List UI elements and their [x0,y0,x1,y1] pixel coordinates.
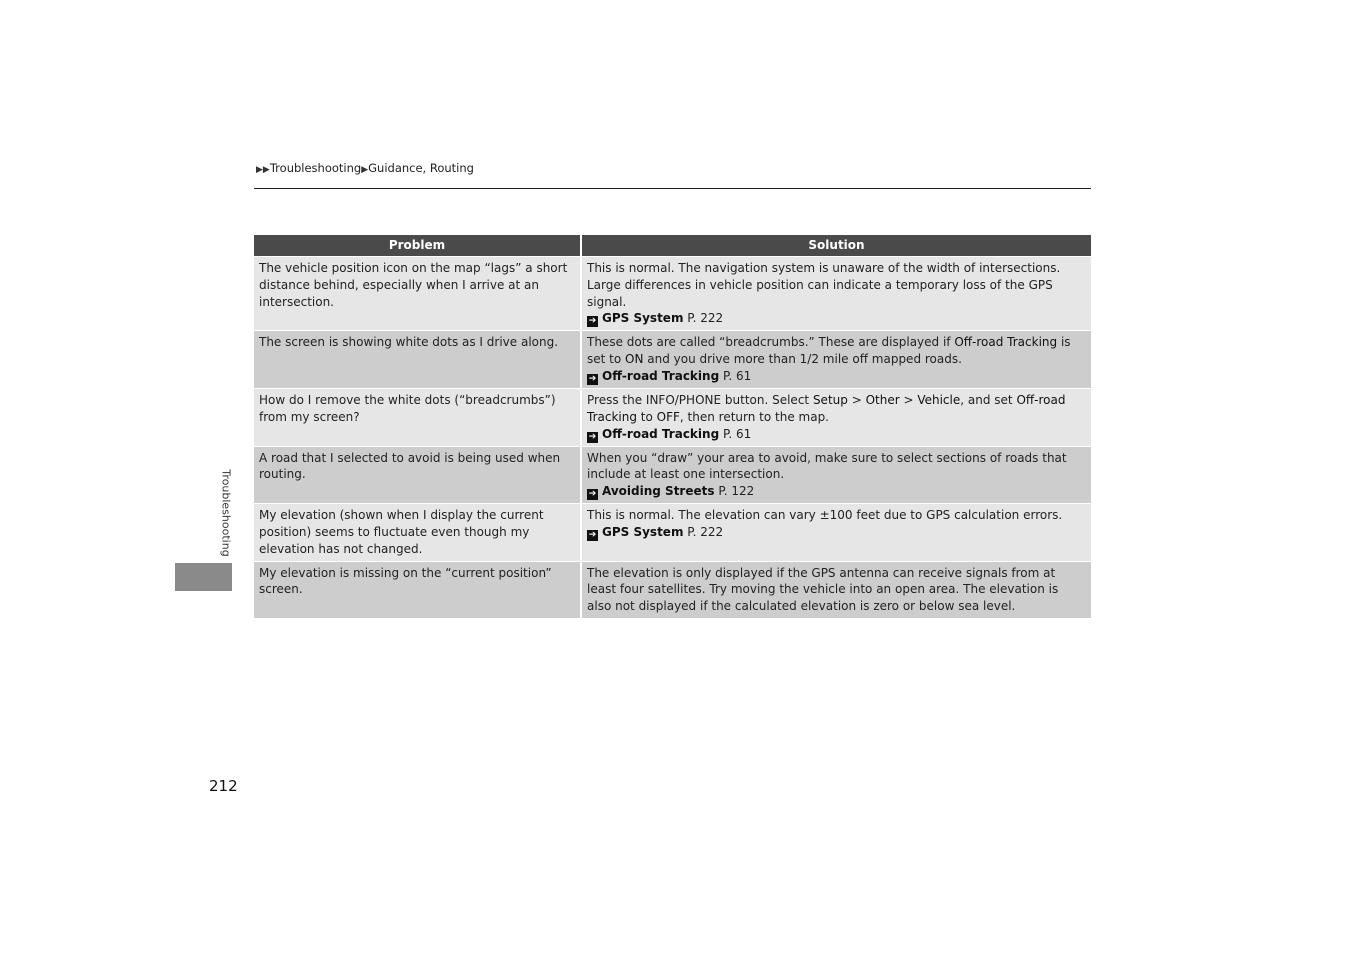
cross-reference[interactable] [587,368,1086,385]
ui-term: Setup [812,392,848,407]
solution-text: Press the INFO/PHONE button. Select [587,392,813,407]
column-header-solution: Solution [581,235,1091,257]
reference-arrow-icon: ➔ [588,489,597,500]
table-header-row [254,235,1091,257]
ui-term: Off-road Tracking [954,335,1058,350]
side-tab-marker [175,563,232,591]
ui-term: OFF [656,409,680,424]
solution-text: and you drive more than 1/2 mile off mapped roads. [643,352,962,367]
troubleshooting-table [254,235,1091,618]
solution-text: , then return to the map. [679,409,829,424]
side-tab-label: Troubleshooting [219,469,233,557]
solution-text: This is normal. The elevation can vary ±100 feet due to GPS calculation errors. [587,508,1063,523]
table-row [254,331,1091,389]
solution-text: The elevation is only displayed if the GPS antenna can receive signals from at least four satellites. Try moving the vehicle into an open area. The elevation is also not displayed if the calculated elevation is zero or below sea level. [587,565,1059,614]
header-rule [254,188,1091,189]
breadcrumb [256,161,474,175]
cross-reference[interactable] [587,310,1086,327]
table-row [254,388,1091,446]
cross-reference[interactable] [587,426,1086,443]
reference-arrow-icon: ➔ [588,431,597,442]
breadcrumb-section: Troubleshooting [269,161,362,175]
cross-reference[interactable] [587,483,1086,500]
ui-term: Other [865,392,900,407]
solution-cell [581,388,1091,446]
solution-text: When you “draw” your area to avoid, make sure to select sections of roads that include at least one intersection. [587,450,1067,482]
problem-cell: The screen is showing white dots as I drive along. [254,331,581,389]
breadcrumb-subsection: Guidance, Routing [368,161,474,175]
reference-title: Avoiding Streets [602,484,715,499]
reference-title: Off-road Tracking [602,426,720,441]
problem-cell: The vehicle position icon on the map “lags” a short distance behind, especially when I arrive at an intersection. [254,257,581,331]
solution-text: , and set [960,392,1017,407]
table-row [254,446,1091,504]
problem-cell: My elevation (shown when I display the current position) seems to fluctuate even though my elevation has not changed. [254,504,581,561]
ui-term: Vehicle [917,392,961,407]
solution-cell [581,257,1091,331]
solution-cell [581,561,1091,618]
reference-page: P. 222 [683,311,724,326]
reference-title: GPS System [602,311,684,326]
reference-page: P. 61 [719,426,752,441]
reference-arrow-icon: ➔ [588,373,597,384]
reference-page: P. 222 [683,524,724,539]
reference-page: P. 61 [719,368,752,383]
solution-text: These dots are called “breadcrumbs.” These are displayed if [587,335,955,350]
solution-text: > [847,392,866,407]
problem-cell: My elevation is missing on the “current position” screen. [254,561,581,618]
breadcrumb-arrows-icon: ▶▶ [256,165,270,175]
solution-text: to [636,409,657,424]
table-row [254,257,1091,331]
solution-cell [581,504,1091,561]
solution-text: > [899,392,918,407]
reference-arrow-icon: ➔ [588,529,597,540]
problem-cell: A road that I selected to avoid is being used when routing. [254,446,581,504]
ui-term: Off-road Tracking [587,392,1066,424]
breadcrumb-separator-icon: ▶ [361,165,369,175]
reference-page: P. 122 [714,484,755,499]
page-number: 212 [209,777,238,795]
table-row [254,561,1091,618]
solution-text: is set to [587,335,1071,367]
problem-cell: How do I remove the white dots (“breadcrumbs”) from my screen? [254,388,581,446]
cross-reference[interactable] [587,524,1086,541]
solution-cell [581,331,1091,389]
reference-arrow-icon: ➔ [588,316,597,327]
solution-cell [581,446,1091,504]
column-header-problem: Problem [254,235,581,257]
table-row [254,504,1091,561]
solution-text: This is normal. The navigation system is unaware of the width of intersections. Large differences in vehicle position can indicate a temporary loss of the GPS signal. [587,261,1061,309]
reference-title: GPS System [602,524,684,539]
reference-title: Off-road Tracking [602,368,720,383]
ui-term: ON [625,352,644,367]
